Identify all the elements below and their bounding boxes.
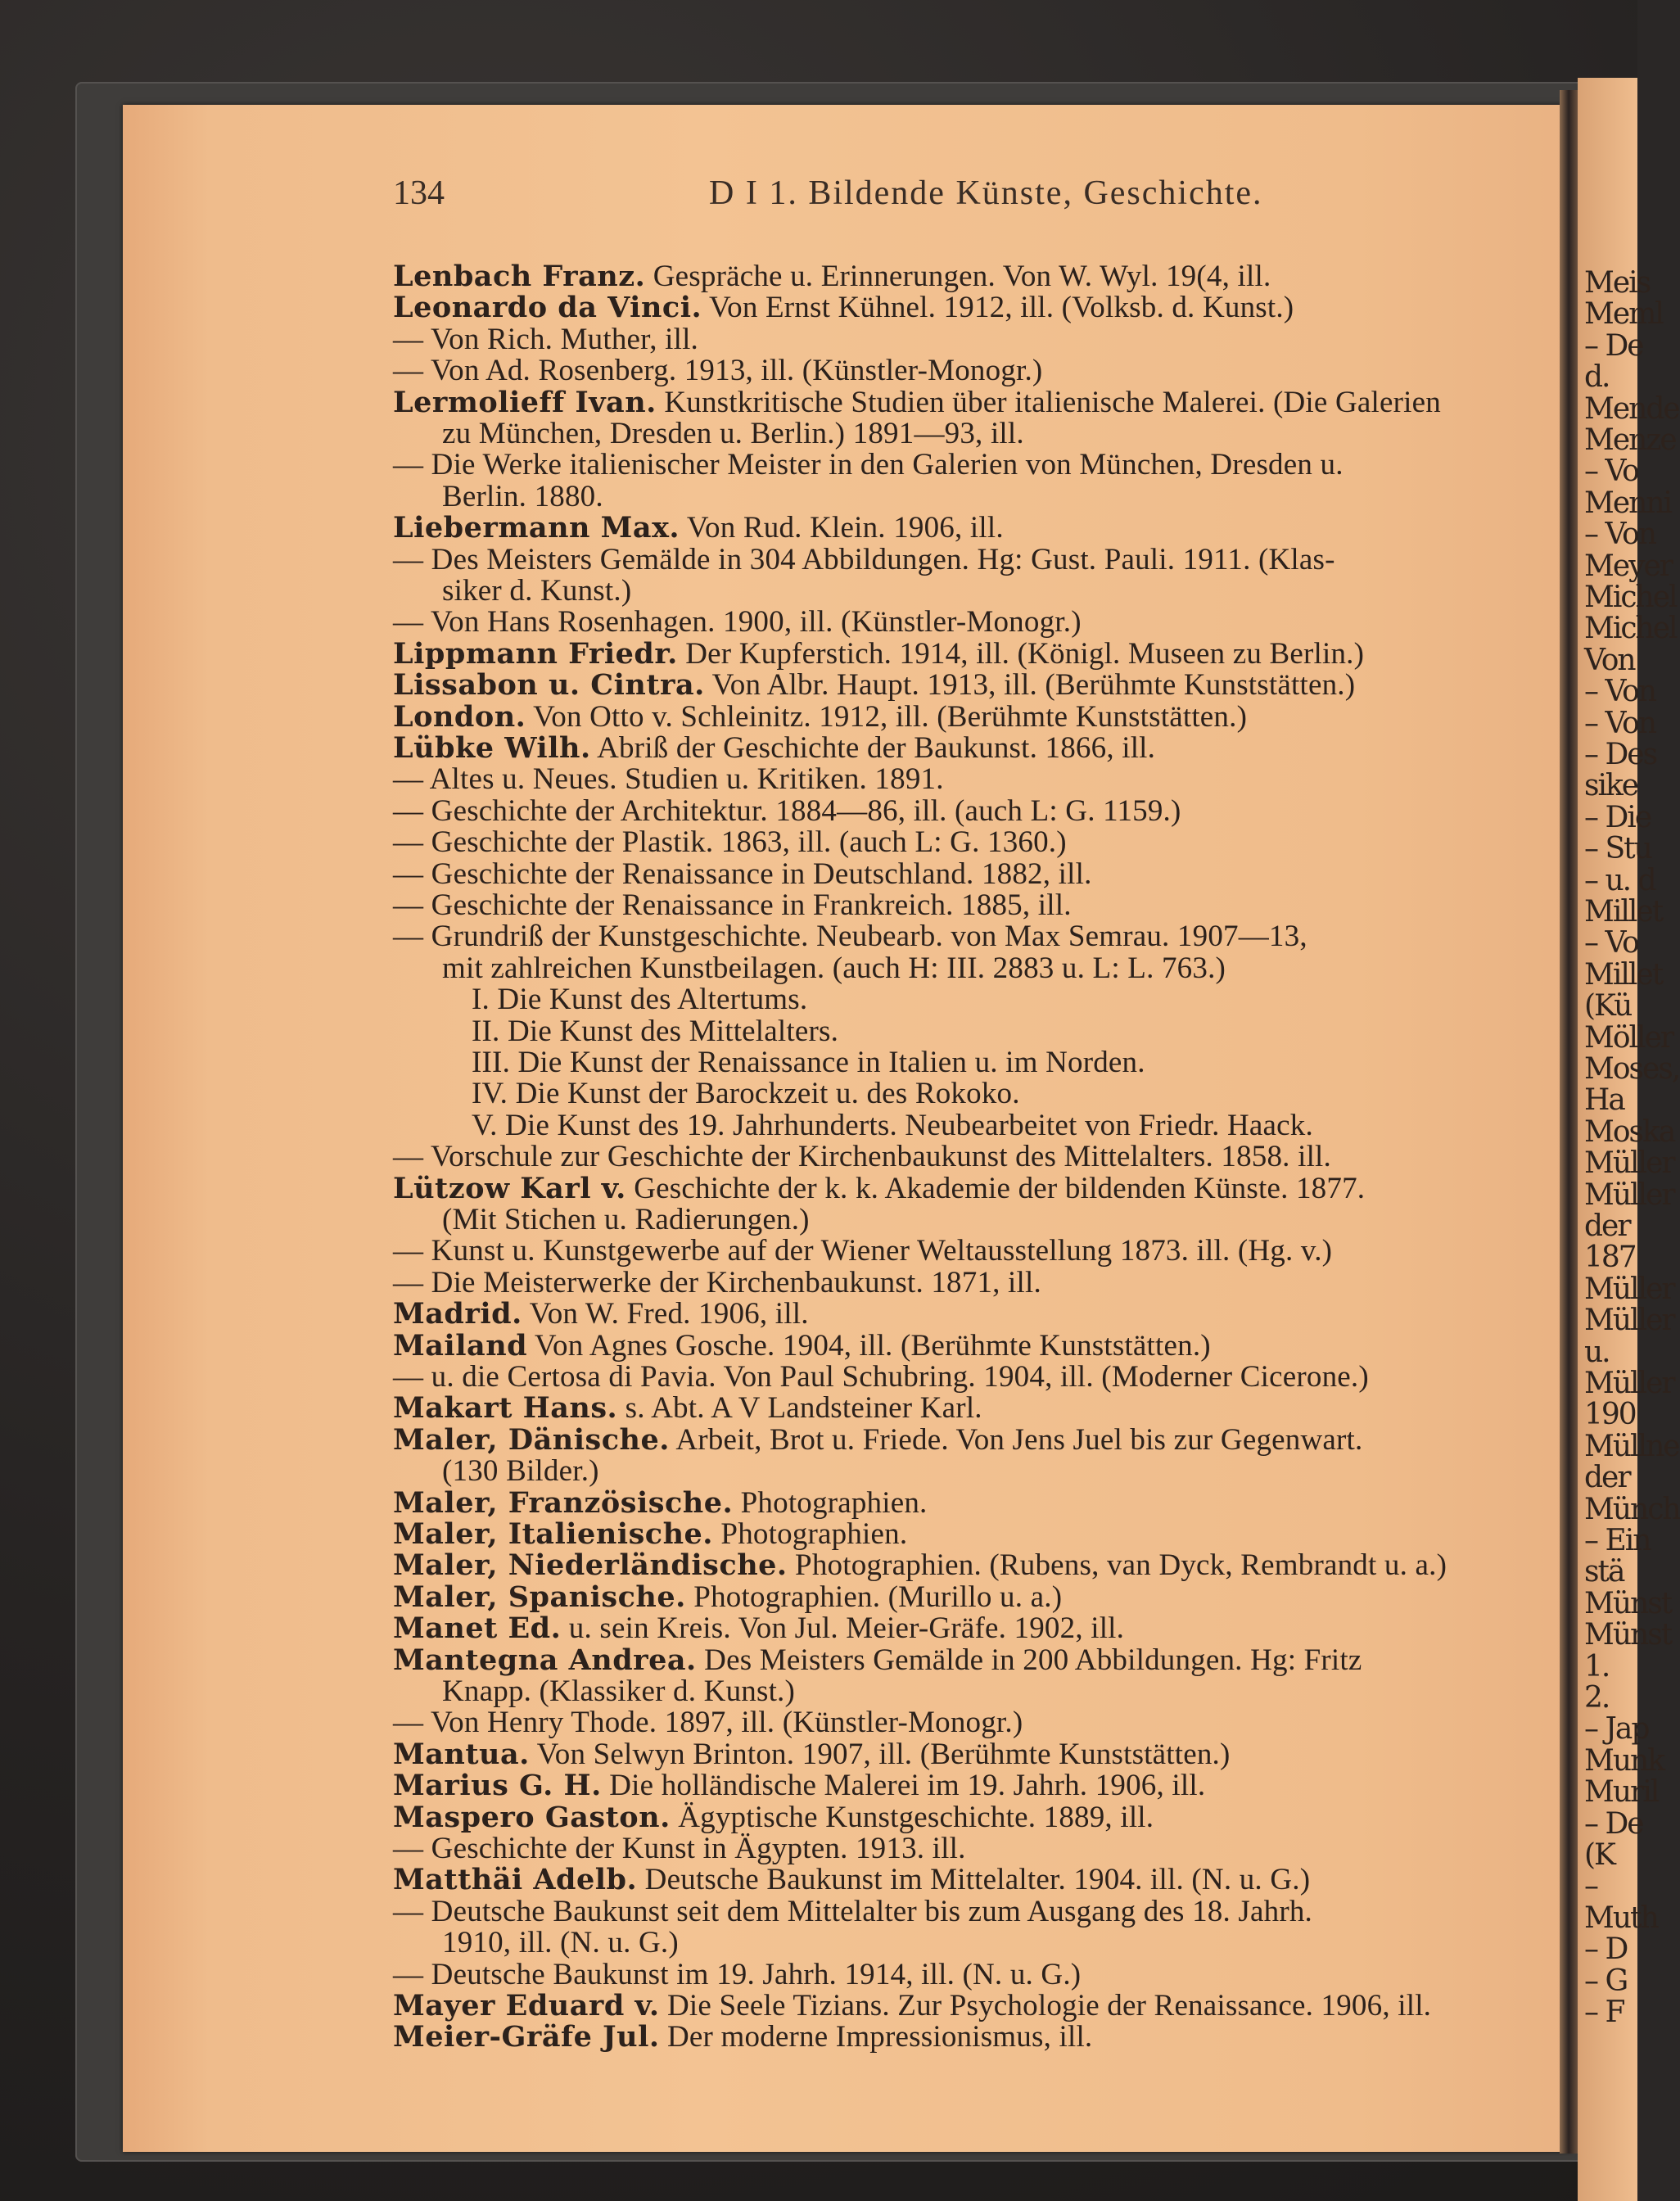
- entry-line: [393, 386, 1441, 419]
- entry-text: Die Seele Tizians. Zur Psychologie der Renaissance. 1906, ill.: [659, 1989, 1432, 2022]
- entry-line: [393, 1298, 809, 1331]
- next-page-fragment: –: [1584, 1869, 1597, 1904]
- next-page-fragment: Moska: [1584, 1114, 1675, 1149]
- entry-text: (Mit Stichen u. Radierungen.): [442, 1203, 810, 1236]
- next-page-fragment: – Von: [1584, 675, 1655, 709]
- entry-text: Von Otto v. Schleinitz. 1912, ill. (Berühmte Kunststätten.): [526, 699, 1248, 734]
- entry-headword: Mailand: [393, 1328, 528, 1363]
- entry-line: [393, 512, 1004, 545]
- entry-text: — Von Ad. Rosenberg. 1913, ill. (Künstler-Monogr.): [393, 354, 1043, 388]
- entry-line: [393, 1738, 1231, 1771]
- entry-text: Photographien.: [712, 1517, 908, 1551]
- entry-headword: Makart Hans.: [393, 1391, 618, 1426]
- entry-line: [393, 1864, 1310, 1896]
- entry-text: — Geschichte der Architektur. 1884—86, ill. (auch L: G. 1159.): [393, 793, 1181, 828]
- next-page-fragment: – D: [1584, 1932, 1628, 1967]
- entry-text: — u. die Certosa di Pavia. Von Paul Schubring. 1904, ill. (Moderner Cicerone.): [393, 1360, 1369, 1394]
- entry-text: — Kunst u. Kunstgewerbe auf der Wiener Weltausstellung 1873. ill. (Hg. v.): [393, 1234, 1333, 1268]
- entry-line: [442, 418, 1024, 450]
- entry-headword: Maler, Dänische.: [393, 1422, 670, 1457]
- entry-line: [393, 701, 1247, 734]
- entry-line: [393, 1833, 966, 1865]
- entry-line: [393, 1487, 928, 1520]
- entry-text: — Des Meisters Gemälde in 304 Abbildungen. Hg: Gust. Pauli. 1911. (Klas-: [393, 542, 1335, 576]
- entry-headword: Maler, Italienische.: [393, 1517, 713, 1551]
- entry-headword: Maler, Französische.: [393, 1485, 734, 1520]
- entry-text: u. sein Kreis. Von Jul. Meier-Gräfe. 1902, ill.: [561, 1611, 1125, 1646]
- entry-line: [393, 1896, 1312, 1928]
- entry-line: [393, 1549, 1447, 1582]
- page-title: D I 1. Bildende Künste, Geschichte.: [709, 174, 1263, 212]
- next-page-fragment: Münst: [1584, 1586, 1672, 1620]
- next-page-fragment: – Vo: [1584, 454, 1638, 489]
- next-page-fragment: – Von: [1584, 706, 1655, 740]
- entry-line: [393, 920, 1307, 953]
- entry-text: Von Rud. Klein. 1906, ill.: [680, 511, 1004, 545]
- entry-text: Abriß der Geschichte der Baukunst. 1866, ill.: [590, 731, 1156, 765]
- entry-text: — Geschichte der Plastik. 1863, ill. (auch L: G. 1360.): [393, 825, 1067, 860]
- page-number: 134: [393, 174, 445, 212]
- entry-line: [393, 1173, 1365, 1205]
- entry-text: Von Selwyn Brinton. 1907, ill. (Berühmte Kunststätten.): [529, 1737, 1231, 1771]
- entry-text: Von Albr. Haupt. 1913, ill. (Berühmte Kunststätten.): [704, 668, 1356, 703]
- entry-line: [472, 1078, 1020, 1110]
- next-page-fragment: Müller: [1584, 1304, 1674, 1338]
- entry-line: [442, 1204, 810, 1236]
- entry-line: [393, 1990, 1431, 2022]
- next-page-fragment: Meis: [1584, 266, 1651, 300]
- next-page-fragment: Munk: [1584, 1743, 1664, 1778]
- entry-headword: Mantua.: [393, 1737, 530, 1771]
- next-page-fragment: – De: [1584, 328, 1643, 363]
- entry-line: [393, 638, 1364, 671]
- entry-text: Ägyptische Kunstgeschichte. 1889, ill.: [670, 1800, 1154, 1834]
- entry-headword: Mantegna Andrea.: [393, 1643, 697, 1677]
- next-page-fragment: Muth: [1584, 1900, 1658, 1935]
- next-page-fragment: Von: [1584, 643, 1635, 677]
- entry-headword: Lützow Karl v.: [393, 1171, 626, 1205]
- entry-line: [393, 1612, 1124, 1645]
- next-page-fragment: (Kü: [1584, 989, 1632, 1024]
- next-page-fragment: 2.: [1584, 1681, 1610, 1715]
- entry-headword: Marius G. H.: [393, 1769, 602, 1803]
- entry-line: [393, 826, 1067, 859]
- next-page-fragment: (K: [1584, 1838, 1615, 1872]
- entry-line: [393, 1706, 1023, 1739]
- next-page-fragment: Millet: [1584, 895, 1663, 929]
- entry-text: — Deutsche Baukunst im 19. Jahrh. 1914, ill. (N. u. G.): [393, 1957, 1082, 1991]
- entry-headword: Lübke Wilh.: [393, 731, 591, 765]
- next-page-fragment: Müller: [1584, 1367, 1674, 1400]
- entry-line: [393, 669, 1355, 702]
- next-page-fragment: Müller: [1584, 1177, 1674, 1212]
- entry-text: Deutsche Baukunst im Mittelalter. 1904. ill. (N. u. G.): [637, 1863, 1311, 1897]
- entry-headword: Liebermann Max.: [393, 511, 680, 545]
- entry-line: [393, 1424, 1362, 1457]
- entry-line: [393, 1267, 1041, 1299]
- entry-line: [393, 889, 1072, 922]
- entry-headword: Mayer Eduard v.: [393, 1989, 660, 2022]
- next-page-fragment: Müllne: [1584, 1429, 1679, 1463]
- entry-line: [442, 1675, 795, 1708]
- entry-text: mit zahlreichen Kunstbeilagen. (auch H: III. 2883 u. L: L. 763.): [442, 951, 1226, 985]
- next-page-fragment: sike: [1584, 769, 1638, 803]
- entry-text: — Von Hans Rosenhagen. 1900, ill. (Künstler-Monogr.): [393, 605, 1082, 640]
- next-page-fragment: Mende: [1584, 391, 1679, 426]
- entry-line: [393, 1361, 1369, 1394]
- next-page-fragment: – Die: [1584, 800, 1651, 834]
- entry-text: Kunstkritische Studien über italienische Malerei. (Die Galerien: [656, 385, 1441, 419]
- next-page-fragment: – G: [1584, 1964, 1628, 1998]
- next-page-fragment: Ha: [1584, 1083, 1624, 1118]
- next-page-fragment: u.: [1584, 1335, 1610, 1369]
- next-page-fragment: Möller: [1584, 1020, 1673, 1055]
- entry-line: [442, 575, 631, 608]
- next-page-fragment: – De: [1584, 1806, 1643, 1841]
- entry-text: Des Meisters Gemälde in 200 Abbildungen. Hg: Fritz: [696, 1643, 1362, 1677]
- entry-line: [393, 606, 1082, 639]
- entry-line: [393, 732, 1155, 765]
- entry-headword: Meier-Gräfe Jul.: [393, 2020, 660, 2054]
- next-page-fragment: Moses,: [1584, 1052, 1680, 1086]
- entry-text: — Altes u. Neues. Studien u. Kritiken. 1891.: [393, 762, 944, 797]
- entry-headword: Lissabon u. Cintra.: [393, 668, 705, 703]
- next-page-fragment: d.: [1584, 360, 1610, 395]
- entry-line: [393, 260, 1271, 293]
- entry-line: [393, 1392, 982, 1425]
- entry-line: [442, 481, 603, 513]
- entry-line: [393, 1769, 1205, 1802]
- next-page-fragment: – F: [1584, 1995, 1624, 2029]
- entry-text: V. Die Kunst des 19. Jahrhunderts. Neubearbeitet von Friedr. Haack.: [472, 1108, 1313, 1142]
- entry-line: [472, 1015, 838, 1048]
- entry-headword: Lippmann Friedr.: [393, 636, 678, 671]
- entry-text: — Von Henry Thode. 1897, ill. (Künstler-Monogr.): [393, 1706, 1023, 1740]
- next-page-fragment: Menni: [1584, 486, 1672, 520]
- entry-text: Von Ernst Kühnel. 1912, ill. (Volksb. d. Kunst.): [702, 291, 1294, 325]
- entry-line: [393, 355, 1042, 387]
- entry-line: [393, 449, 1344, 481]
- entry-text: Photographien.: [733, 1485, 928, 1520]
- entry-text: Von W. Fred. 1906, ill.: [522, 1297, 809, 1331]
- next-page-fragment: Münst: [1584, 1618, 1672, 1652]
- next-page-fragment: – u. d: [1584, 863, 1655, 897]
- entry-text: Arbeit, Brot u. Friede. Von Jens Juel bis zur Gegenwart.: [669, 1422, 1363, 1457]
- entry-headword: London.: [393, 699, 526, 734]
- entry-text: — Grundriß der Kunstgeschichte. Neubearb. von Max Semrau. 1907—13,: [393, 920, 1307, 954]
- entry-text: — Geschichte der Renaissance in Deutschland. 1882, ill.: [393, 856, 1092, 891]
- next-page-fragment: stä: [1584, 1555, 1624, 1589]
- entry-text: I. Die Kunst des Altertums.: [472, 983, 808, 1017]
- entry-text: — Deutsche Baukunst seit dem Mittelalter bis zum Ausgang des 18. Jahrh.: [393, 1894, 1312, 1928]
- entry-line: [472, 983, 807, 1016]
- entry-line: [393, 1330, 1211, 1363]
- entry-text: Photographien. (Rubens, van Dyck, Rembrandt u. a.): [787, 1548, 1447, 1583]
- entry-headword: Matthäi Adelb.: [393, 1863, 638, 1897]
- entry-text: IV. Die Kunst der Barockzeit u. des Rokoko.: [472, 1077, 1020, 1111]
- entry-line: [393, 323, 698, 356]
- entry-text: — Geschichte der Kunst in Ägypten. 1913. ill.: [393, 1832, 966, 1865]
- entry-line: [472, 1110, 1313, 1142]
- entry-line: [442, 1455, 599, 1488]
- entry-line: [393, 1801, 1154, 1834]
- entry-line: [393, 544, 1335, 576]
- next-page-fragment: – Jap: [1584, 1712, 1649, 1747]
- entry-line: [393, 1581, 1062, 1614]
- next-page-fragment: der: [1584, 1461, 1630, 1495]
- next-page-fragment: – Stu: [1584, 832, 1651, 866]
- entry-text: Knapp. (Klassiker d. Kunst.): [442, 1674, 796, 1708]
- next-page-fragment: 187: [1584, 1241, 1636, 1275]
- next-page-fragment: – Des: [1584, 738, 1657, 771]
- entry-headword: Leonardo da Vinci.: [393, 291, 702, 325]
- entry-line: [393, 2021, 1092, 2054]
- entry-text: II. Die Kunst des Mittelalters.: [472, 1014, 839, 1048]
- entry-line: [393, 763, 944, 796]
- entry-headword: Maler, Niederländische.: [393, 1548, 788, 1583]
- entry-line: [393, 1959, 1081, 1991]
- next-page-fragment: Meml: [1584, 297, 1663, 332]
- next-page-fragment: Millet: [1584, 957, 1663, 992]
- entry-text: Geschichte der k. k. Akademie der bildenden Künste. 1877.: [625, 1171, 1366, 1205]
- entry-headword: Manet Ed.: [393, 1611, 562, 1646]
- entry-line: [393, 1644, 1362, 1677]
- entry-text: Der Kupferstich. 1914, ill. (Königl. Museen zu Berlin.): [677, 636, 1365, 671]
- entry-line: [442, 952, 1226, 985]
- entry-text: Gespräche u. Erinnerungen. Von W. Wyl. 19(4, ill.: [645, 260, 1271, 293]
- entry-text: — Die Werke italienischer Meister in den Galerien von München, Dresden u.: [393, 448, 1344, 482]
- next-page-fragment: Meyer: [1584, 549, 1673, 583]
- next-page-fragment: – Ein: [1584, 1524, 1651, 1557]
- book-gutter: [1560, 90, 1578, 2154]
- entry-line: [393, 1141, 1331, 1173]
- next-page-edge: [1578, 78, 1680, 2201]
- next-page-fragment: Michel: [1584, 612, 1677, 646]
- entry-line: [393, 1518, 907, 1551]
- next-page-fragment: der: [1584, 1209, 1630, 1243]
- entry-line: [472, 1046, 1145, 1079]
- entry-line: [393, 1235, 1332, 1268]
- entry-text: Photographien. (Murillo u. a.): [685, 1580, 1063, 1614]
- entry-text: zu München, Dresden u. Berlin.) 1891—93, ill.: [442, 417, 1024, 450]
- next-page-fragment: Michel: [1584, 581, 1677, 614]
- entry-headword: Maspero Gaston.: [393, 1800, 671, 1834]
- entry-text: 1910, ill. (N. u. G.): [442, 1926, 679, 1960]
- entry-text: — Geschichte der Renaissance in Frankreich. 1885, ill.: [393, 888, 1072, 922]
- entry-text: — Die Meisterwerke der Kirchenbaukunst. 1871, ill.: [393, 1265, 1041, 1299]
- entry-headword: Madrid.: [393, 1297, 522, 1331]
- entry-text: siker d. Kunst.): [442, 574, 632, 608]
- next-page-fragment: Müller: [1584, 1272, 1674, 1306]
- entry-text: Die holländische Malerei im 19. Jahrh. 1906, ill.: [601, 1769, 1206, 1803]
- next-page-fragment: – Vo: [1584, 926, 1638, 960]
- entry-headword: Maler, Spanische.: [393, 1580, 686, 1614]
- entry-line: [393, 292, 1294, 324]
- next-page-fragment: Müller: [1584, 1146, 1674, 1181]
- entry-text: Berlin. 1880.: [442, 479, 603, 513]
- next-page-fragment: 1.: [1584, 1649, 1610, 1684]
- next-page-fragment: – Von: [1584, 517, 1655, 552]
- entry-text: III. Die Kunst der Renaissance in Italien u. im Norden.: [472, 1046, 1145, 1079]
- entry-text: (130 Bilder.): [442, 1454, 599, 1489]
- entry-headword: Lenbach Franz.: [393, 260, 646, 293]
- next-page-fragment: Münch: [1584, 1492, 1680, 1526]
- entry-line: [393, 858, 1092, 891]
- next-page-fragment: 190: [1584, 1398, 1636, 1432]
- entry-line: [393, 795, 1181, 828]
- entry-text: Der moderne Impressionismus, ill.: [659, 2020, 1093, 2054]
- entry-text: — Von Rich. Muther, ill.: [393, 322, 698, 356]
- entry-text: s. Abt. A V Landsteiner Karl.: [617, 1391, 982, 1426]
- entry-line: [442, 1927, 679, 1959]
- entry-text: Von Agnes Gosche. 1904, ill. (Berühmte Kunststätten.): [527, 1328, 1211, 1363]
- next-page-fragment: Muril: [1584, 1775, 1659, 1810]
- entry-text: — Vorschule zur Geschichte der Kirchenbaukunst des Mittelalters. 1858. ill.: [393, 1140, 1331, 1174]
- next-page-fragment: Menze: [1584, 423, 1676, 457]
- entry-headword: Lermolieff Ivan.: [393, 385, 657, 419]
